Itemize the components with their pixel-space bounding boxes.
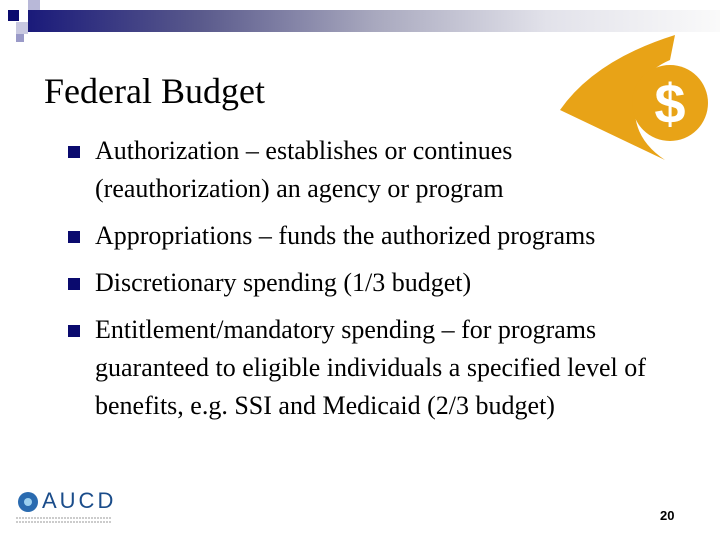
header-gradient-bar (28, 10, 720, 32)
bullet-item: Discretionary spending (1/3 budget) (60, 264, 660, 302)
aucd-logo-icon (16, 490, 40, 514)
decor-square (16, 34, 24, 42)
square-bullet-icon (68, 325, 80, 337)
bullet-item: Appropriations – funds the authorized programs (60, 217, 660, 255)
svg-text:$: $ (654, 72, 686, 135)
bullet-list (60, 132, 660, 434)
decor-square (16, 22, 28, 34)
square-bullet-icon (68, 146, 80, 158)
square-bullet-icon (68, 278, 80, 290)
aucd-logo-text: AUCD (42, 488, 117, 513)
decor-square (8, 10, 19, 21)
square-bullet-icon (68, 231, 80, 243)
page-number: 20 (660, 508, 675, 523)
decor-square (28, 0, 40, 10)
bullet-item: Authorization – establishes or continues (reauthorization) an agency or program (60, 132, 660, 208)
bullet-item: Entitlement/mandatory spending – for programs guaranteed to eligible individuals a specified level of benefits, e.g. SSI and Medicaid (2/3 budget) (60, 311, 660, 425)
slide-title: Federal Budget (44, 71, 265, 111)
logo-tagline-decor (16, 516, 116, 524)
